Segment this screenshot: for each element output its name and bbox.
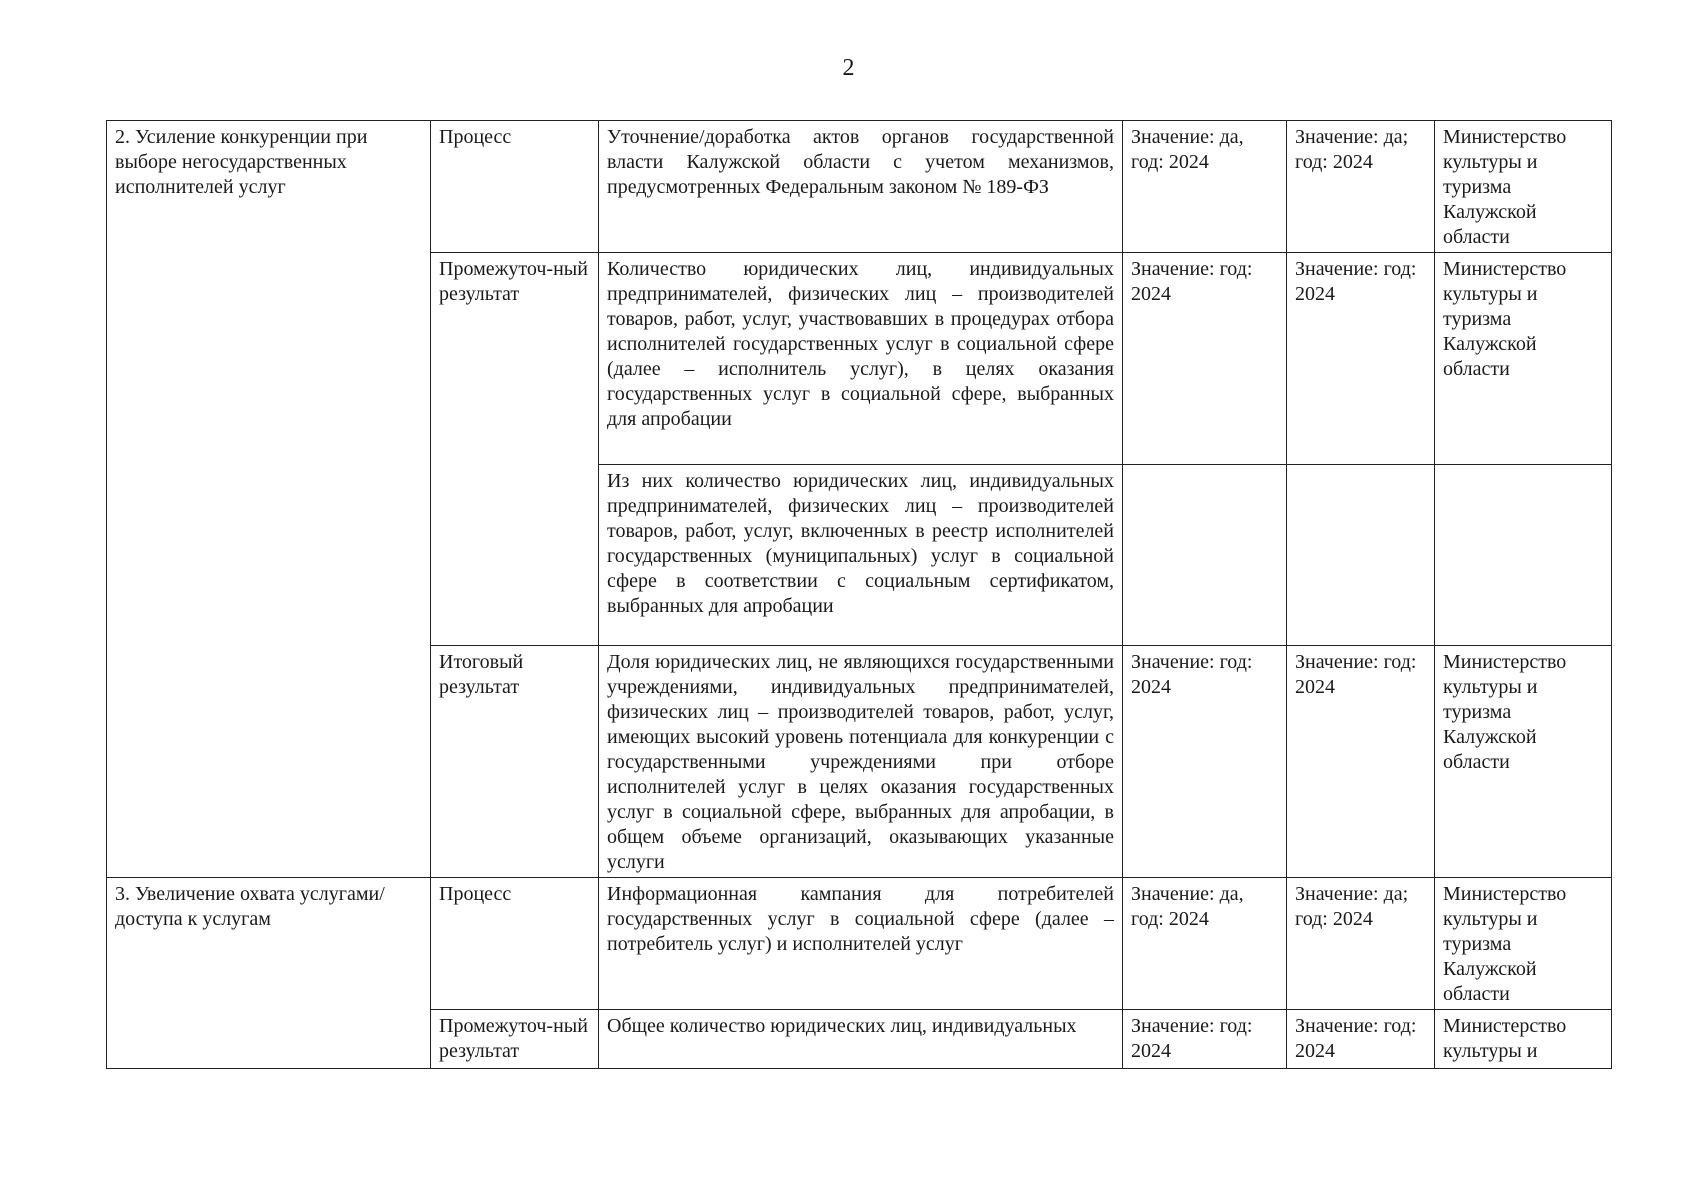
description-cell: Общее количество юридических лиц, индивидуальных xyxy=(599,1010,1123,1069)
result-type-cell: Итоговый результат xyxy=(431,646,599,878)
value-cell: Значение: год: 2024 xyxy=(1287,1010,1435,1069)
description-cell: Количество юридических лиц, индивидуальных предпринимателей, физических лиц – производителей товаров, работ, услуг, участвовавших в процедурах отбора исполнителей государственных услуг в социальной сфере (далее – исполнитель услуг), в целях оказания государственных услуг в социальной сфере, выбранных для апробации xyxy=(599,253,1123,465)
result-type-cell: Процесс xyxy=(431,121,599,253)
value-cell: Значение: год: 2024 xyxy=(1123,253,1287,465)
responsible-cell xyxy=(1435,465,1612,646)
direction-cell: 2. Усиление конкуренции при выборе негосударственных исполнителей услуг xyxy=(107,121,431,878)
result-type-cell: Промежуточ-ный результат xyxy=(431,1010,599,1069)
measures-table xyxy=(106,120,1612,1069)
value-cell: Значение: да, год: 2024 xyxy=(1123,878,1287,1010)
result-type-cell: Процесс xyxy=(431,878,599,1010)
responsible-cell: Министерство культуры и туризма Калужской области xyxy=(1435,646,1612,878)
value-cell: Значение: год: 2024 xyxy=(1123,1010,1287,1069)
value-cell: Значение: да, год: 2024 xyxy=(1123,121,1287,253)
value-cell: Значение: да; год: 2024 xyxy=(1287,121,1435,253)
page-number: 2 xyxy=(842,55,855,81)
value-cell: Значение: год: 2024 xyxy=(1287,646,1435,878)
value-cell: Значение: да; год: 2024 xyxy=(1287,878,1435,1010)
responsible-cell: Министерство культуры и туризма Калужской области xyxy=(1435,121,1612,253)
responsible-cell: Министерство культуры и туризма Калужской области xyxy=(1435,253,1612,465)
responsible-cell: Министерство культуры и туризма Калужской области xyxy=(1435,878,1612,1010)
table-row xyxy=(107,878,1612,1010)
table-row xyxy=(107,121,1612,253)
description-cell: Информационная кампания для потребителей государственных услуг в социальной сфере (далее – потребитель услуг) и исполнителей услуг xyxy=(599,878,1123,1010)
description-cell: Доля юридических лиц, не являющихся государственными учреждениями, индивидуальных предпринимателей, физических лиц – производителей товаров, работ, услуг, имеющих высокий уровень потенциала для конкуренции с государственными учреждениями при отборе исполнителей услуг в целях оказания государственных услуг в социальной сфере, выбранных для апробации, в общем объеме организаций, оказывающих указанные услуги xyxy=(599,646,1123,878)
result-type-cell: Промежуточ-ный результат xyxy=(431,253,599,646)
description-cell: Из них количество юридических лиц, индивидуальных предпринимателей, физических лиц – производителей товаров, работ, услуг, включенных в реестр исполнителей государственных (муниципальных) услуг в социальной сфере в соответствии с социальным сертификатом, выбранных для апробации xyxy=(599,465,1123,646)
direction-cell: 3. Увеличение охвата услугами/доступа к услугам xyxy=(107,878,431,1069)
value-cell: Значение: год: 2024 xyxy=(1287,253,1435,465)
responsible-cell: Министерство культуры и xyxy=(1435,1010,1612,1069)
description-cell: Уточнение/доработка актов органов государственной власти Калужской области с учетом механизмов, предусмотренных Федеральным законом № 189-ФЗ xyxy=(599,121,1123,253)
value-cell xyxy=(1287,465,1435,646)
value-cell: Значение: год: 2024 xyxy=(1123,646,1287,878)
value-cell xyxy=(1123,465,1287,646)
